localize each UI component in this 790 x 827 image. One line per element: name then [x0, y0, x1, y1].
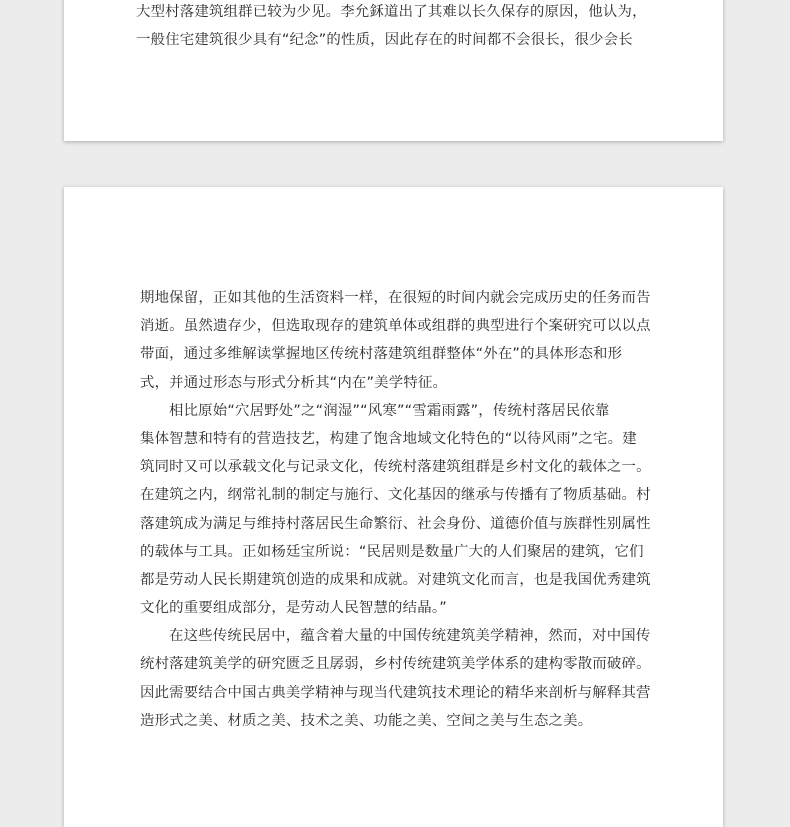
- paragraph-first-line: 相比原始“穴居野处”之“润湿”“风寒”“雪霜雨露”，传统村落居民依靠: [169, 402, 610, 419]
- text-line: 大型村落建筑组群已较为少见。李允鉌道出了其难以长久保存的原因，他认为，: [136, 4, 647, 20]
- text-line: 落建筑成为满足与维持村落居民生命繁衍、社会身份、道德价值与族群性别属性: [140, 515, 651, 532]
- text-line: 都是劳动人民长期建筑创造的成果和成就。对建筑文化而言，也是我国优秀建筑: [140, 571, 651, 588]
- page-1-text: [136, 0, 696, 54]
- text-line: 文化的重要组成部分，是劳动人民智慧的结晶。”: [140, 600, 447, 617]
- page-2-text: [140, 284, 700, 735]
- text-line: 带面，通过多维解读掌握地区传统村落建筑组群整体“外在”的具体形态和形: [140, 346, 623, 363]
- text-line: 筑同时又可以承载文化与记录文化，传统村落建筑组群是乡村文化的载体之一。: [140, 459, 651, 476]
- text-line: 在建筑之内，纲常礼制的制定与施行、文化基因的继承与传播有了物质基础。村: [140, 487, 651, 504]
- text-line: 因此需要结合中国古典美学精神与现当代建筑技术理论的精华来剖析与解释其营: [140, 684, 651, 701]
- text-line: 统村落建筑美学的研究匮乏且孱弱，乡村传统建筑美学体系的建构零散而破碎。: [140, 656, 651, 673]
- text-line: 期地保留，正如其他的生活资料一样，在很短的时间内就会完成历史的任务而告: [140, 290, 651, 306]
- paragraph-first-line: 在这些传统民居中，蕴含着大量的中国传统建筑美学精神，然而，对中国传: [169, 628, 651, 645]
- document-page-1: [64, 0, 723, 141]
- text-line: 集体智慧和特有的营造技艺，构建了饱含地域文化特色的“以待风雨”之宅。建: [140, 430, 637, 447]
- document-page-2: [64, 187, 723, 827]
- text-line: 造形式之美、材质之美、技术之美、功能之美、空间之美与生态之美。: [140, 712, 593, 729]
- text-line: 的载体与工具。正如杨廷宝所说：“民居则是数量广大的人们聚居的建筑，它们: [140, 543, 644, 560]
- text-line: 消逝。虽然遗存少，但选取现存的建筑单体或组群的典型进行个案研究可以以点: [140, 318, 651, 335]
- text-line: 一般住宅建筑很少具有“纪念”的性质，因此存在的时间都不会很长，很少会长: [136, 32, 633, 48]
- text-line: 式，并通过形态与形式分析其“内在”美学特征。: [140, 374, 448, 391]
